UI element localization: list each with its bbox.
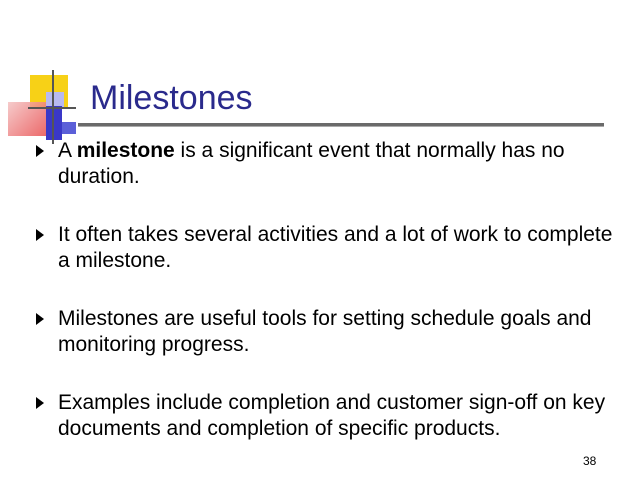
bullet-text-post: is a significant event that normally has no duration. [58,139,565,188]
square-bullet-icon [36,145,44,157]
square-bullet-icon [36,313,44,325]
horizontal-rule [28,107,76,109]
blue-small-square [62,122,76,134]
blue-square [46,106,62,140]
bullet-text-bold: milestone [76,139,175,162]
bullet-list [34,138,614,474]
page-number: 38 [583,454,597,468]
bullet-text: Examples include completion and customer sign-off on key documents and completion of specific products. [58,391,606,440]
slide-title: Milestones [90,79,253,117]
square-bullet-icon [36,229,44,241]
decorative-logo-squares [0,0,100,140]
bullet-item [34,138,614,190]
title-underline [78,123,604,126]
bullet-text-pre: A [58,139,77,162]
bullet-item [34,390,614,442]
bullet-item [34,306,614,358]
bullet-text: It often takes several activities and a lot of work to complete a milestone. [58,223,613,272]
bullet-item [34,222,614,274]
square-bullet-icon [36,397,44,409]
bullet-text: Milestones are useful tools for setting schedule goals and monitoring progress. [58,307,592,356]
